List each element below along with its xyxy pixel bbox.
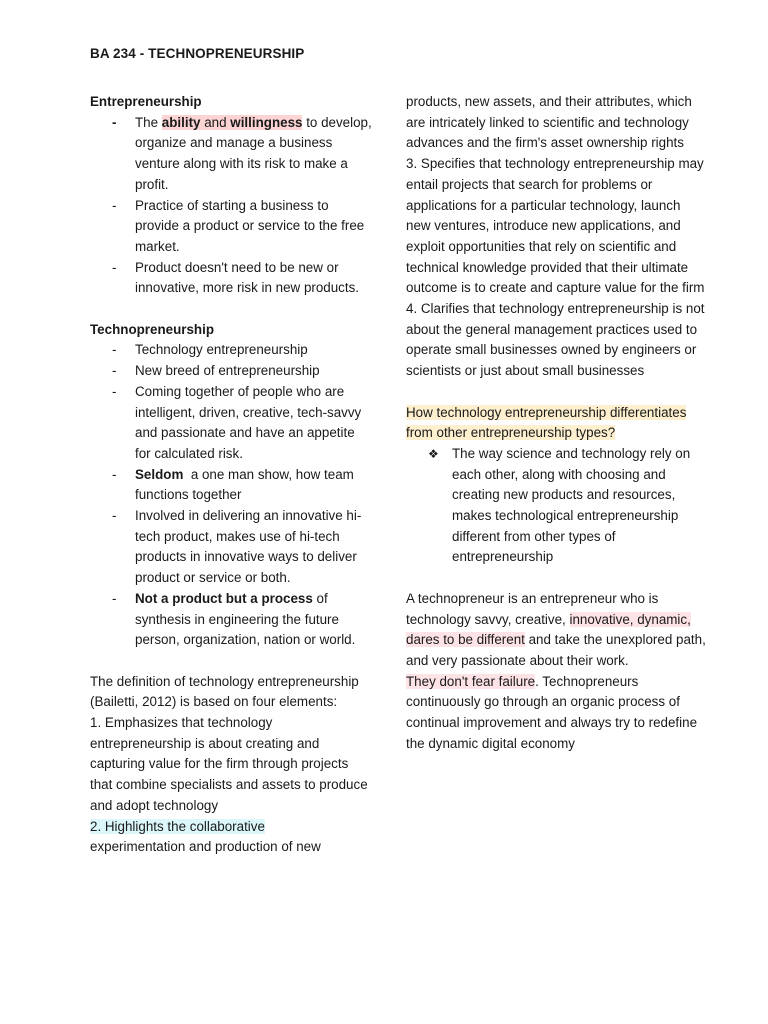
bullet-marker: - [112, 259, 117, 275]
bullet-marker: - [112, 342, 117, 358]
highlight-ability: ability [161, 114, 201, 130]
list-item: - Technology entrepreneurship [90, 340, 372, 361]
entrepreneurship-heading: Entrepreneurship [90, 94, 202, 109]
bullet-marker: - [112, 466, 117, 482]
element-2: 2. Highlights the collaborative experimentation and production of new [90, 818, 321, 855]
page-title: BA 234 - TECHNOPRENEURSHIP [90, 46, 305, 61]
element-4: 4. Clarifies that technology entrepreneurship is not about the general management practices used to operate small businesses owned by engineers or scientists or just about small businesses [406, 301, 705, 379]
list-item: ❖ The way science and technology rely on each other, along with choosing and creating new products and resources, makes technological entrepreneurship different from other types of entrepreneurship [428, 445, 691, 565]
element-3: 3. Specifies that technology entrepreneurship may entail projects that search for problems or applications for a particular technology, launch new ventures, introduce new applications, and exploit opportunities that rely on scientific and technical knowledge provided that their ultimate outcome is to create and capture value for the firm [406, 156, 705, 296]
diamond-bullet-icon: ❖ [428, 446, 439, 461]
right-column [406, 92, 706, 754]
highlight-willingness: willingness [230, 114, 303, 130]
highlight-innovative: innovative, dynamic, dares to be different [406, 611, 691, 648]
list-item: - Coming together of people who are intelligent, driven, creative, tech-savvy and passionate and have an appetite for calculated risk. [112, 383, 362, 461]
question-paragraph [406, 403, 706, 444]
bullet-marker: - [112, 114, 117, 130]
bullet-marker: - [112, 363, 117, 379]
list-item: - New breed of entrepreneurship [90, 361, 372, 382]
bold-seldom: Seldom [135, 466, 184, 482]
fear-paragraph: They don't fear failure. Technopreneurs continuously go through an organic process of continual improvement and always try to redefine the dynamic digital economy [406, 673, 698, 751]
list-item: - The ability and willingness to develop, organize and manage a business venture along with its risk to make a profit. [112, 114, 372, 192]
list-item: - Practice of starting a business to provide a product or service to the free market. [112, 197, 365, 254]
highlight-collaborative: 2. Highlights the collaborative [90, 818, 265, 834]
bullet-marker: - [112, 508, 117, 524]
bullet-marker: - [112, 383, 117, 399]
left-column [90, 92, 372, 858]
answer-list [406, 444, 706, 568]
technopreneurship-list [90, 340, 372, 651]
list-item: - Not a product but a process of synthesis in engineering the future person, organization, nation or world. [112, 590, 356, 648]
bullet-marker: - [112, 590, 117, 606]
list-item: - Product doesn't need to be new or innovative, more risk in new products. [112, 259, 360, 296]
element-2-continued: products, new assets, and their attributes, which are intricately linked to scientific and technology advances and the firm's asset ownership rights [406, 94, 692, 151]
definition-paragraph: The definition of technology entrepreneurship (Bailetti, 2012) is based on four elements: [90, 673, 359, 710]
bullet-marker: - [112, 197, 117, 213]
highlight-fear-failure: They don't fear failure [406, 673, 536, 689]
bold-process: Not a product but a process [135, 590, 313, 606]
highlight-question: How technology entrepreneurship differentiates from other entrepreneurship types? [406, 404, 687, 441]
list-item: - Seldom a one man show, how team functions together [112, 466, 358, 503]
element-1: 1. Emphasizes that technology entrepreneurship is about creating and capturing value for the firm through projects that combine specialists and assets to produce and adopt technology [90, 715, 368, 813]
entrepreneurship-list [90, 113, 372, 299]
technopreneur-definition: A technopreneur is an entrepreneur who is technology savvy, creative, innovative, dynamic, dares to be different and take the unexplored path, and very passionate about their work. [406, 590, 706, 668]
list-item: - Involved in delivering an innovative hi-tech product, makes use of hi-tech products in innovative ways to deliver product or service or both. [112, 508, 362, 586]
technopreneurship-heading: Technopreneurship [90, 321, 215, 337]
